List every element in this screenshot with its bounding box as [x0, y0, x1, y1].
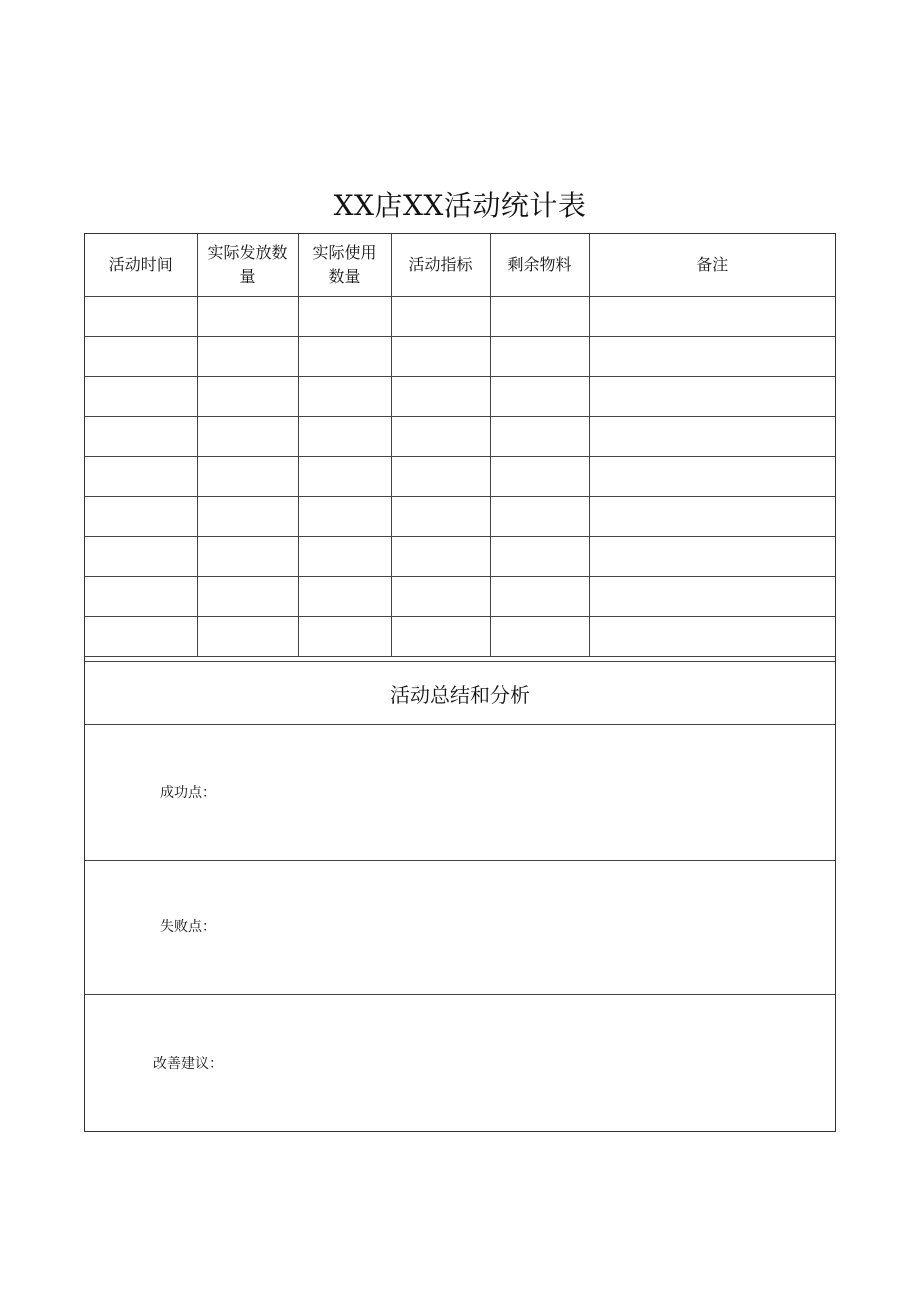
table-cell[interactable] — [85, 417, 197, 457]
table-cell[interactable] — [391, 297, 490, 337]
table-cell[interactable] — [85, 297, 197, 337]
header-line: 实际使用 — [312, 243, 377, 262]
improvement-suggestions-label: 改善建议： — [153, 1056, 223, 1072]
table-cell[interactable] — [298, 617, 391, 657]
header-line: 量 — [239, 267, 256, 286]
table-cell[interactable] — [85, 617, 197, 657]
table-cell[interactable] — [197, 297, 298, 337]
table-cell[interactable] — [391, 337, 490, 377]
table-cell[interactable] — [391, 497, 490, 537]
table-cell[interactable] — [391, 577, 490, 617]
header-line: 数量 — [328, 267, 361, 286]
table-cell[interactable] — [197, 577, 298, 617]
table-cell[interactable] — [197, 457, 298, 497]
success-points-label: 成功点： — [160, 785, 216, 801]
table-cell[interactable] — [490, 417, 589, 457]
table-cell[interactable] — [490, 537, 589, 577]
header-line: 实际发放数 — [207, 243, 288, 262]
header-line: 剩余物料 — [507, 255, 572, 274]
col-header-used-qty — [298, 234, 391, 297]
table-row — [85, 577, 835, 617]
table-cell[interactable] — [85, 577, 197, 617]
table-cell[interactable] — [85, 337, 197, 377]
table-cell[interactable] — [85, 497, 197, 537]
table-cell[interactable] — [197, 337, 298, 377]
improvement-suggestions-section[interactable] — [85, 994, 835, 1131]
table-cell[interactable] — [298, 497, 391, 537]
stats-table — [85, 234, 835, 657]
table-cell[interactable] — [589, 337, 835, 377]
table-cell[interactable] — [197, 497, 298, 537]
table-cell[interactable] — [490, 617, 589, 657]
col-header-target — [391, 234, 490, 297]
table-cell[interactable] — [298, 297, 391, 337]
table-row — [85, 417, 835, 457]
table-cell[interactable] — [490, 457, 589, 497]
table-cell[interactable] — [298, 457, 391, 497]
table-cell[interactable] — [589, 577, 835, 617]
table-cell[interactable] — [298, 537, 391, 577]
table-cell[interactable] — [391, 617, 490, 657]
table-cell[interactable] — [391, 377, 490, 417]
table-cell[interactable] — [589, 457, 835, 497]
table-cell[interactable] — [197, 617, 298, 657]
header-line: 活动指标 — [408, 255, 473, 274]
table-cell[interactable] — [197, 537, 298, 577]
table-cell[interactable] — [85, 377, 197, 417]
col-header-remaining — [490, 234, 589, 297]
table-cell[interactable] — [490, 337, 589, 377]
table-cell[interactable] — [298, 577, 391, 617]
table-cell[interactable] — [589, 497, 835, 537]
header-row — [85, 234, 835, 297]
summary-heading: 活动总结和分析 — [85, 661, 835, 724]
table-cell[interactable] — [298, 417, 391, 457]
table-cell[interactable] — [490, 577, 589, 617]
header-line: 活动时间 — [108, 255, 173, 274]
success-points-section[interactable] — [85, 724, 835, 860]
table-cell[interactable] — [589, 537, 835, 577]
table-row — [85, 297, 835, 337]
header-line: 备注 — [696, 255, 729, 274]
table-row — [85, 497, 835, 537]
table-cell[interactable] — [490, 377, 589, 417]
table-cell[interactable] — [589, 417, 835, 457]
table-cell[interactable] — [490, 297, 589, 337]
table-cell[interactable] — [298, 377, 391, 417]
table-row — [85, 337, 835, 377]
table-cell[interactable] — [391, 417, 490, 457]
table-row — [85, 617, 835, 657]
table-row — [85, 457, 835, 497]
table-cell[interactable] — [197, 377, 298, 417]
table-cell[interactable] — [85, 537, 197, 577]
table-cell[interactable] — [298, 337, 391, 377]
table-cell[interactable] — [490, 497, 589, 537]
document-title: XX店XX活动统计表 — [333, 189, 587, 222]
stats-sheet — [84, 233, 836, 1132]
table-row — [85, 537, 835, 577]
table-cell[interactable] — [589, 617, 835, 657]
col-header-activity-time — [85, 234, 197, 297]
table-cell[interactable] — [589, 377, 835, 417]
table-cell[interactable] — [391, 457, 490, 497]
failure-points-label: 失败点： — [160, 919, 216, 935]
table-cell[interactable] — [391, 537, 490, 577]
failure-points-section[interactable] — [85, 860, 835, 994]
table-cell[interactable] — [589, 297, 835, 337]
col-header-remarks — [589, 234, 835, 297]
table-cell[interactable] — [85, 457, 197, 497]
table-row — [85, 377, 835, 417]
table-cell[interactable] — [197, 417, 298, 457]
col-header-issued-qty — [197, 234, 298, 297]
table-body — [85, 297, 835, 657]
